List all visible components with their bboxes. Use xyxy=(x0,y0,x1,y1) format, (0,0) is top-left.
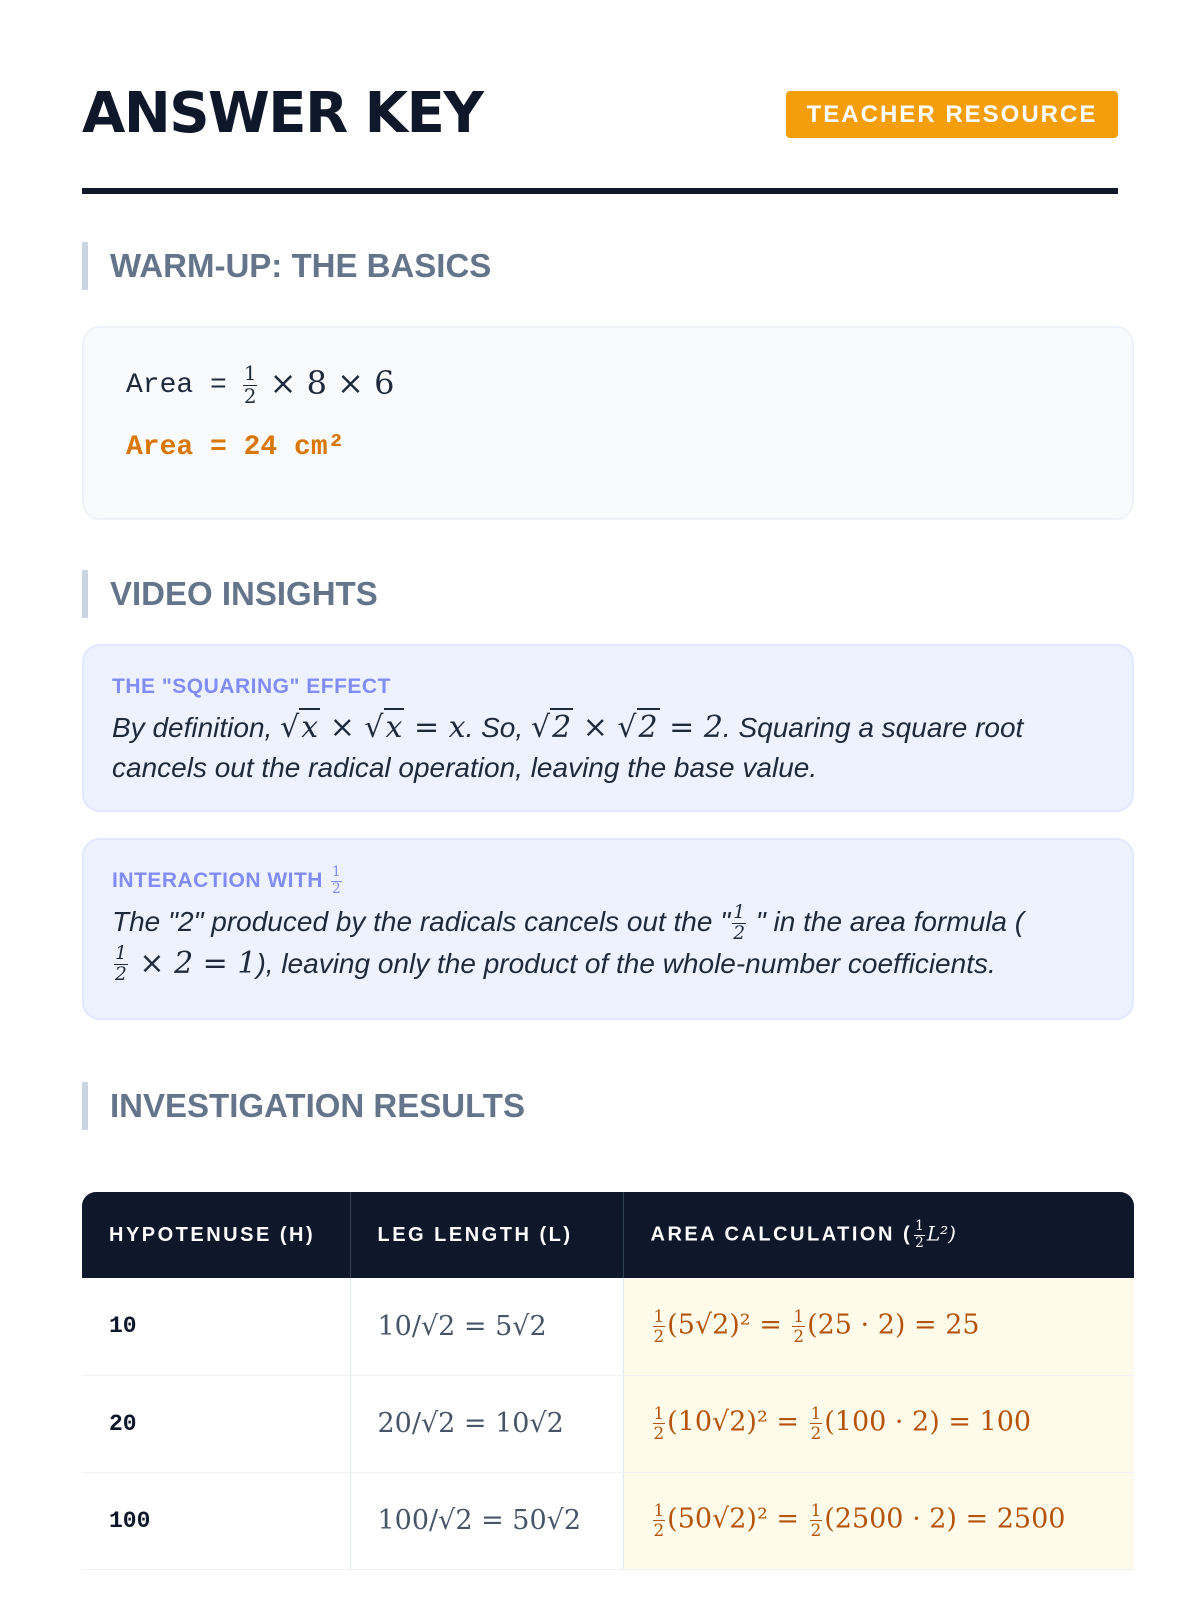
fraction-numerator: 1 xyxy=(733,901,746,923)
half-fraction xyxy=(653,1502,666,1538)
math-expression xyxy=(112,942,257,986)
insight-text-half xyxy=(112,902,1106,985)
insight-card-squaring xyxy=(82,644,1134,812)
table-row xyxy=(82,1472,1134,1569)
fraction-numerator: 1 xyxy=(331,863,342,880)
radicand: x xyxy=(301,710,319,745)
table-row xyxy=(82,1375,1134,1472)
half-fraction xyxy=(792,1308,805,1344)
area-formula-rest: × 8 × 6 xyxy=(269,364,395,402)
fraction-denominator: 2 xyxy=(653,1423,665,1443)
teacher-resource-badge: TEACHER RESOURCE xyxy=(786,91,1118,138)
page-title: ANSWER KEY xyxy=(82,81,483,146)
warmup-card xyxy=(82,326,1134,520)
fraction-denominator: 2 xyxy=(733,923,746,945)
column-header-leg: LEG LENGTH (L) xyxy=(350,1192,623,1278)
area-part: (50√2)² = xyxy=(667,1504,808,1535)
fraction-denominator: 2 xyxy=(653,1325,665,1346)
results-table xyxy=(82,1192,1134,1570)
fraction-numerator: 1 xyxy=(653,1500,665,1521)
fraction-denominator: 2 xyxy=(653,1520,665,1540)
half-fraction xyxy=(331,863,342,897)
area-result: (2500 · 2) = 2500 xyxy=(824,1504,1066,1535)
fraction-numerator: 1 xyxy=(115,942,127,964)
area-result: (100 · 2) = 100 xyxy=(824,1407,1032,1438)
half-fraction xyxy=(653,1308,666,1344)
half-fraction xyxy=(114,942,128,986)
table-header-row xyxy=(82,1192,1134,1278)
math-equals: = x xyxy=(413,710,466,745)
insight-label-text: INTERACTION WITH xyxy=(112,869,323,892)
section-heading-warmup: WARM-UP: THE BASICS xyxy=(82,242,491,290)
fraction-denominator: 2 xyxy=(243,385,257,408)
header xyxy=(82,0,1118,196)
half-fraction xyxy=(732,901,746,945)
cell-area-calculation xyxy=(623,1472,1134,1569)
half-fraction xyxy=(810,1405,823,1441)
math-equals: × 2 = 1 xyxy=(139,945,257,981)
table-row xyxy=(82,1278,1134,1375)
fraction-numerator: 1 xyxy=(243,362,257,386)
header-divider xyxy=(82,188,1118,194)
cell-leg-length: 100/√2 = 50√2 xyxy=(350,1472,623,1569)
half-fraction xyxy=(914,1217,925,1251)
column-header-area-text: AREA CALCULATION ( xyxy=(650,1223,913,1246)
cell-area-calculation xyxy=(623,1278,1134,1375)
area-result-line: Area = 24 cm² xyxy=(126,432,345,463)
math-equals: = 2 xyxy=(669,710,723,745)
area-formula-math xyxy=(241,364,395,407)
sqrt-2: √2 xyxy=(617,710,658,745)
sqrt-x: √x xyxy=(364,710,403,745)
insight-label-squaring: THE "SQUARING" EFFECT xyxy=(112,675,391,698)
math-expression: √2 × √2 = 2 xyxy=(530,710,723,745)
column-header-area xyxy=(623,1192,1134,1278)
cell-hypotenuse: 100 xyxy=(82,1472,350,1569)
half-fraction xyxy=(243,364,258,407)
math-expression: √x × √x = x xyxy=(280,710,466,745)
fraction-numerator: 1 xyxy=(810,1403,822,1424)
radicand: x xyxy=(385,710,403,745)
column-header-area-suffix: L²) xyxy=(926,1221,956,1246)
insight-card-half xyxy=(82,838,1134,1020)
fraction-numerator: 1 xyxy=(915,1217,924,1234)
insight-text-part: . Squaring a square root cancels out the radical operation, leaving the base value. xyxy=(112,712,1024,783)
radicand: 2 xyxy=(638,710,658,745)
area-part: (10√2)² = xyxy=(667,1407,808,1438)
cell-area-calculation xyxy=(623,1375,1134,1472)
fraction-denominator: 2 xyxy=(810,1520,822,1540)
radicand: 2 xyxy=(552,710,572,745)
fraction-numerator: 1 xyxy=(810,1500,822,1521)
area-result: (25 · 2) = 25 xyxy=(807,1309,980,1341)
column-header-hypotenuse: HYPOTENUSE (H) xyxy=(109,1223,316,1246)
half-fraction xyxy=(810,1502,823,1538)
section-heading-results: INVESTIGATION RESULTS xyxy=(82,1082,525,1130)
area-formula-prefix: Area = xyxy=(126,369,227,401)
sqrt-2: √2 xyxy=(530,710,572,745)
insight-text-part: " in the area formula ( xyxy=(748,906,1025,937)
insight-text-part: ), leaving only the product of the whole-number coefficients. xyxy=(256,947,996,979)
insight-text-part: By definition, xyxy=(112,712,281,743)
fraction-denominator: 2 xyxy=(793,1325,805,1346)
half-fraction xyxy=(653,1405,666,1441)
fraction-denominator: 2 xyxy=(915,1234,924,1251)
cell-hypotenuse: 20 xyxy=(82,1375,350,1472)
fraction-denominator: 2 xyxy=(115,964,127,986)
insight-text-part: The "2" produced by the radicals cancels out the " xyxy=(112,906,731,937)
fraction-numerator: 1 xyxy=(653,1403,665,1424)
fraction-numerator: 1 xyxy=(793,1306,805,1327)
cell-hypotenuse: 10 xyxy=(82,1278,350,1375)
cell-leg-length: 10/√2 = 5√2 xyxy=(350,1278,623,1375)
sqrt-x: √x xyxy=(280,710,319,745)
area-part: (5√2)² = xyxy=(667,1309,791,1341)
insight-text-squaring xyxy=(112,708,1106,788)
fraction-denominator: 2 xyxy=(810,1423,822,1443)
cell-leg-length: 20/√2 = 10√2 xyxy=(350,1375,623,1472)
fraction-denominator: 2 xyxy=(331,880,342,897)
section-heading-video: VIDEO INSIGHTS xyxy=(82,570,378,618)
area-formula-line xyxy=(126,364,394,407)
insight-label-half xyxy=(112,863,1106,897)
fraction-numerator: 1 xyxy=(653,1306,665,1327)
insight-text-part: . So, xyxy=(465,712,531,743)
